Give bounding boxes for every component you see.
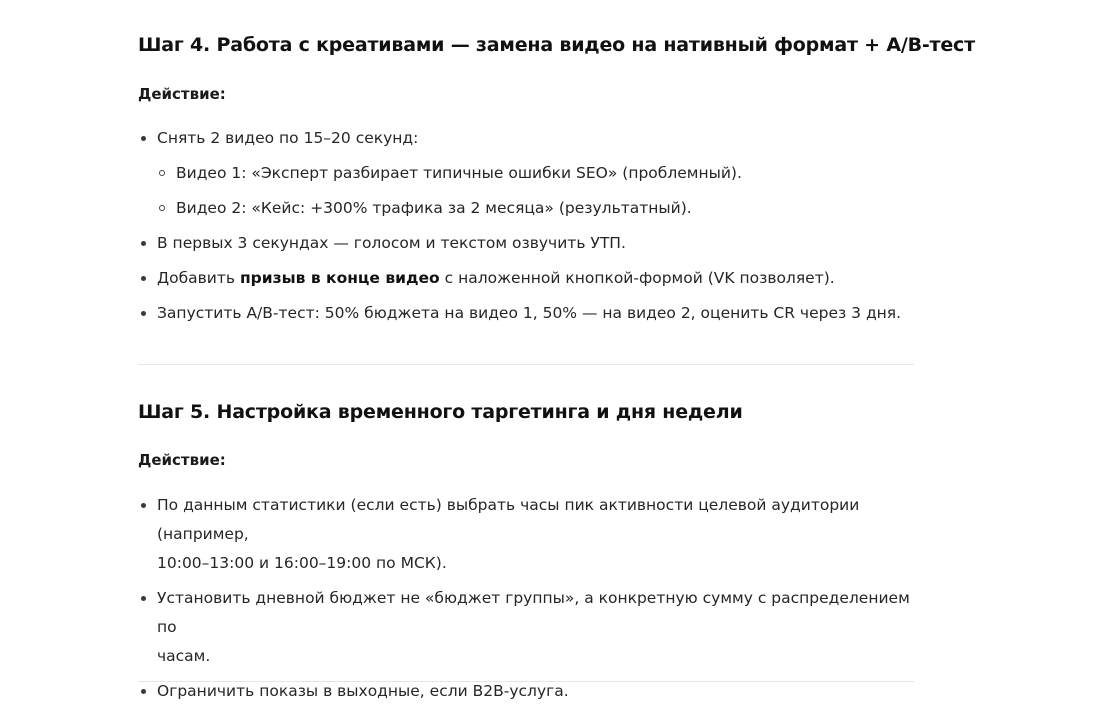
sublist-item [157,194,914,223]
list-item-text: Запустить A/B-тест: 50% бюджета на видео 1, 50% — на видео 2, оценить CR через 3 дня. [157,304,902,322]
list-item-text: Снять 2 видео по 15–20 секунд: [157,129,419,147]
sublist-item-text: Видео 2: «Кейс: +300% трафика за 2 месяца» (результатный). [176,199,692,217]
list-item-text: Ограничить показы в выходные, если B2B-услуга. [157,682,569,700]
list-item-text: Установить дневной бюджет не «бюджет группы», а конкретную сумму с распределением по [157,589,910,636]
list-item [138,264,914,293]
list-item-text: 10:00–13:00 и 16:00–19:00 по МСК). [157,554,447,572]
step4-list [138,124,914,328]
list-item-emphasis: призыв в конце видео [239,269,440,287]
section-divider [138,681,914,682]
step4-sublist [157,159,914,223]
step5-list [138,491,914,706]
list-item-text: часам. [157,647,211,665]
list-item [138,124,914,223]
list-item-text: Добавить [157,269,240,287]
step4-action-label: Действие: [138,85,226,103]
step5-action-label: Действие: [138,451,226,469]
list-item-text: с наложенной кнопкой-формой (VK позволяет). [439,269,835,287]
step4-heading: Шаг 4. Работа с креативами — замена видео на нативный формат + A/B-тест [138,34,975,56]
list-item [138,491,914,578]
list-item-text: По данным статистики (если есть) выбрать часы пик активности целевой аудитории (например, [157,496,860,543]
sublist-item-text: Видео 1: «Эксперт разбирает типичные ошибки SEO» (проблемный). [176,164,742,182]
list-item-text: В первых 3 секундах — голосом и текстом озвучить УТП. [157,234,626,252]
section-divider [138,364,914,365]
list-item [138,229,914,258]
list-item [138,299,914,328]
sublist-item [157,159,914,188]
list-item [138,584,914,671]
step5-heading: Шаг 5. Настройка временного таргетинга и дня недели [138,401,743,423]
